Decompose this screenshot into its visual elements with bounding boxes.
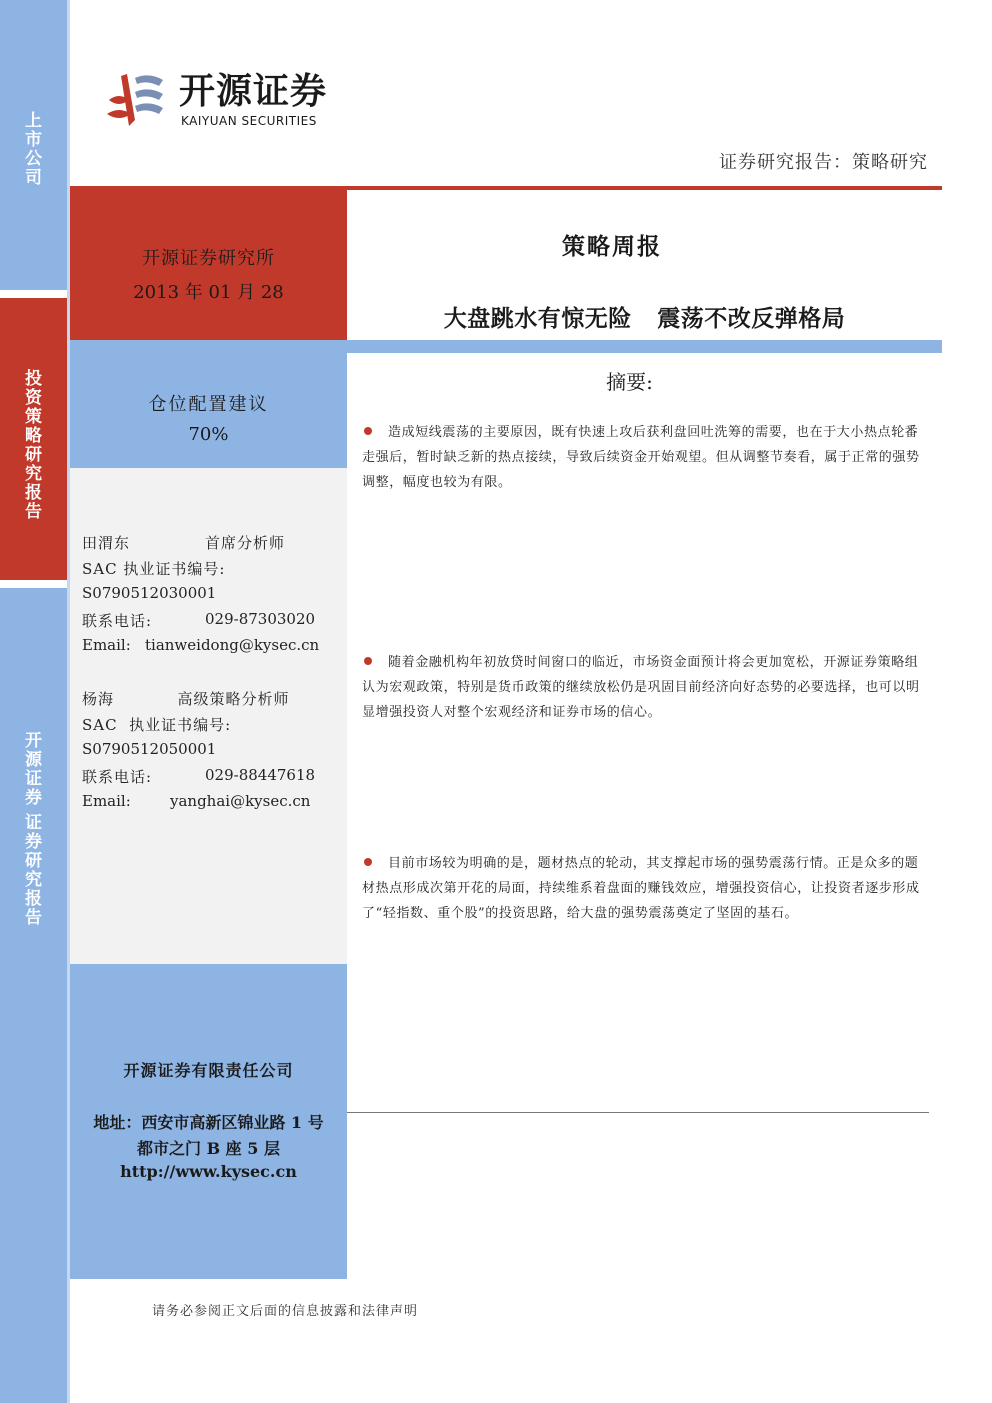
sidebar-tab-strategy-report <box>0 370 67 522</box>
summary-heading: 摘要: <box>606 370 653 394</box>
sidebar-tab1-label: 上 市 公 司 <box>25 111 42 188</box>
analyst-2-phone-label: 联系电话: <box>82 768 153 786</box>
analyst-2-sac-number: S0790512050001 <box>82 740 217 758</box>
summary-bullet-2-text: 随着金融机构年初放贷时间窗口的临近，市场资金面预计将会更加宽松，开源证券策略组认为宏观政策，特别是货币政策的继续放松仍是巩固目前经济向好态势的必要选择，也可以明显增强投资人对整个宏观经济和证券市场的信心。 <box>362 655 920 720</box>
sidebar-tab-kaiyuan-bg <box>0 588 67 1403</box>
report-headline: 大盘跳水有惊无险 震荡不改反弹格局 <box>443 306 846 332</box>
position-label: 仓位配置建议 <box>148 394 269 415</box>
analyst-2-name-role: 杨海 高级策略分析师 <box>82 690 290 708</box>
company-name: 开源证券有限责任公司 <box>123 1061 294 1080</box>
analyst-2-email[interactable]: yanghai@kysec.cn <box>170 792 311 810</box>
summary-bottom-rule <box>347 1112 929 1113</box>
analyst-1-name-role: 田渭东 首席分析师 <box>82 534 285 552</box>
logo-mark-icon <box>105 70 167 130</box>
summary-bullet-3-text: 目前市场较为明确的是，题材热点的轮动，其支撑起市场的强势震荡行情。正是众多的题材热点形成次第开花的局面，持续维系着盘面的赚钱效应，增强投资信心，让投资者逐步形成了“轻指数、重个股”的投资思路，给大盘的强势震荡奠定了坚固的基石。 <box>362 856 920 921</box>
title-blue-rule <box>347 340 942 353</box>
analyst-1-sac-number: S0790512030001 <box>82 584 217 602</box>
report-type: 证券研究报告：策略研究 <box>719 152 928 173</box>
company-logo <box>105 70 340 132</box>
bullet-dot-icon <box>364 858 372 866</box>
top-right-rule-shadow <box>347 188 942 204</box>
report-category: 策略周报 <box>562 233 662 260</box>
bullet-dot-icon <box>364 427 372 435</box>
report-date: 2013 年 01 月 28 <box>133 282 284 303</box>
institute-name: 开源证券研究所 <box>142 248 275 269</box>
footer-disclaimer: 请务必参阅正文后面的信息披露和法律声明 <box>152 1304 419 1319</box>
summary-bullet-2 <box>362 650 920 725</box>
analyst-1-sac-label: SAC 执业证书编号: <box>82 560 226 578</box>
summary-bullet-1 <box>362 420 920 495</box>
logo-brand-en: KAIYUAN SECURITIES <box>181 114 317 128</box>
sidebar-tab3b-label: 证 券 研 究 报 告 <box>25 813 42 928</box>
institute-panel-inner <box>70 202 347 340</box>
bullet-dot-icon <box>364 657 372 665</box>
company-address-2: 都市之门 B 座 5 层 <box>137 1139 280 1158</box>
analyst-2-phone: 029-88447618 <box>205 766 316 784</box>
sidebar-tab3a-label: 开 源 证 券 <box>25 731 42 808</box>
sidebar-tab2-label: 投 资 策 略 研 究 报 告 <box>25 369 42 522</box>
analyst-1-phone: 029-87303020 <box>205 610 316 628</box>
company-address-1: 地址：西安市高新区锦业路 1 号 <box>93 1113 324 1132</box>
analyst-1-email[interactable]: tianweidong@kysec.cn <box>145 636 320 654</box>
summary-bullet-1-text: 造成短线震荡的主要原因，既有快速上攻后获利盘回吐洗筹的需要，也在于大小热点轮番走强后，暂时缺乏新的热点接续，导致后续资金开始观望。但从调整节奏看，属于正常的强势调整，幅度也较为有限。 <box>362 425 920 490</box>
analyst-2-email-label: Email: <box>82 792 131 810</box>
sidebar-tab-kaiyuan <box>0 732 67 928</box>
logo-brand-cn: 开源证券 <box>179 71 328 112</box>
company-url[interactable]: http://www.kysec.cn <box>120 1162 297 1181</box>
summary-bullet-3 <box>362 851 920 926</box>
analyst-1-email-label: Email: <box>82 636 131 654</box>
sidebar-tab-listed-company <box>0 112 67 188</box>
analyst-2-sac-label: SAC 执业证书编号: <box>82 716 232 734</box>
position-value: 70% <box>188 424 229 445</box>
analyst-1-phone-label: 联系电话: <box>82 612 153 630</box>
